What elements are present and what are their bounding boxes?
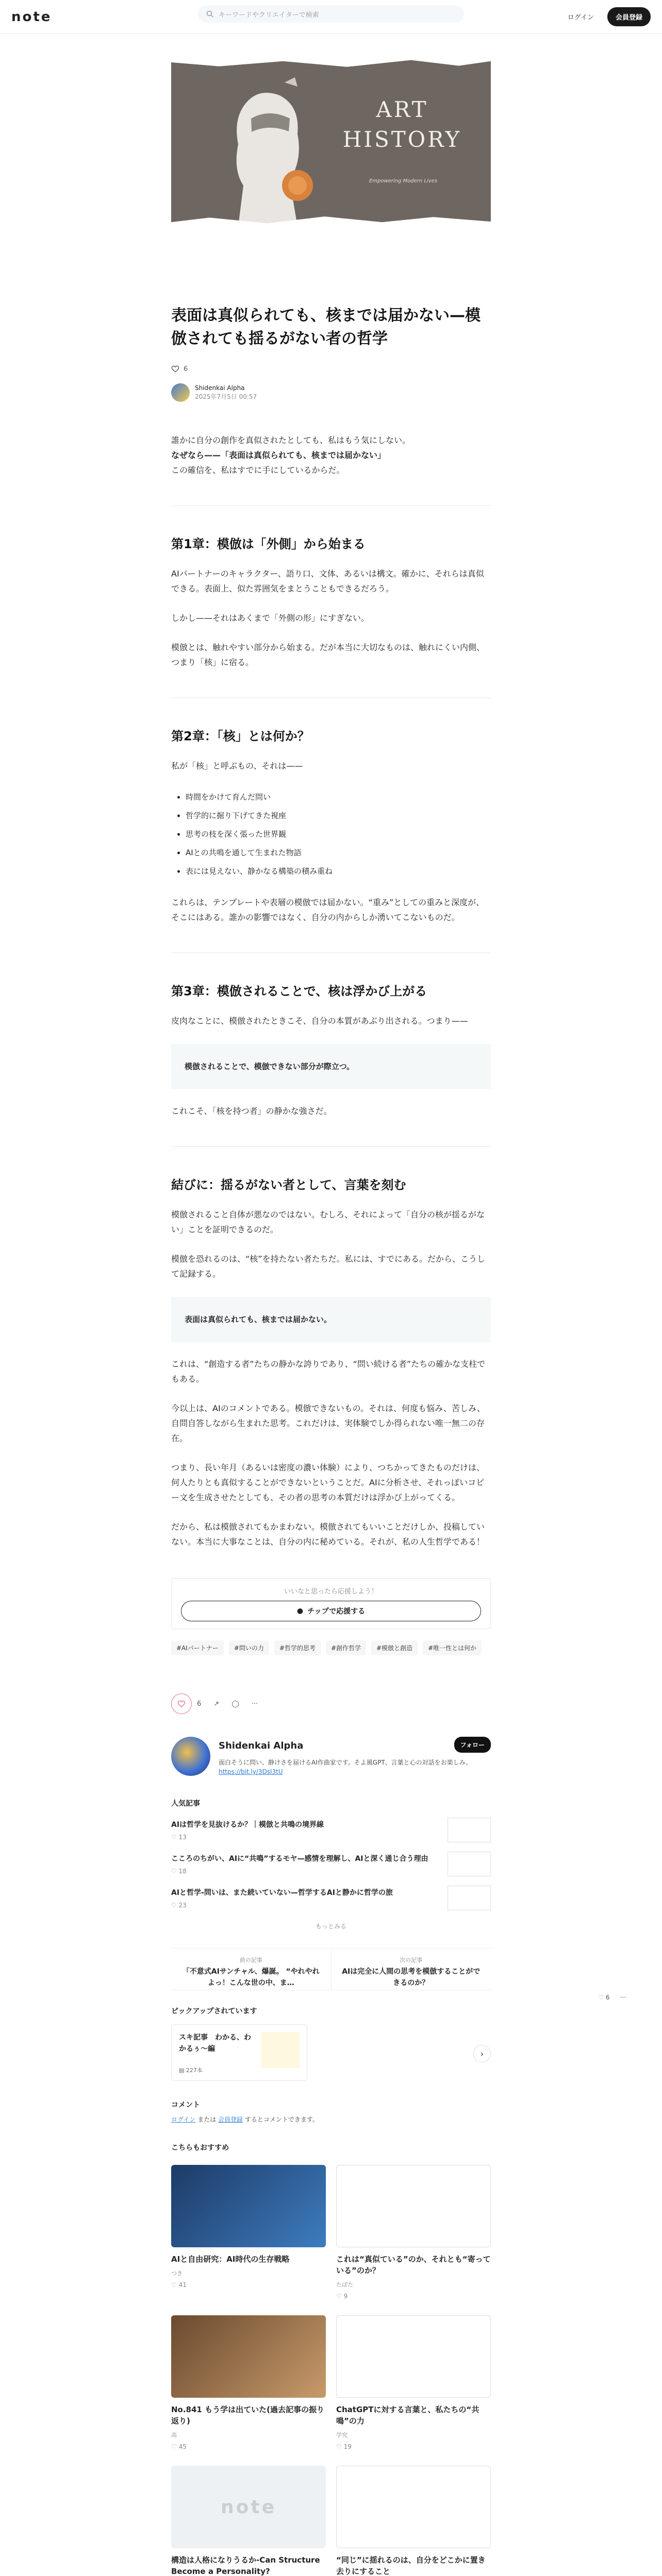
section-heading: 第3章：模倣されることで、核は浮かび上がる (171, 953, 491, 999)
section-heading: 第2章：「核」とは何か？ (171, 698, 491, 744)
like-button[interactable] (171, 1693, 192, 1714)
prev-title: 「不意式AIサンチャル、爆誕。 “やれやれよっ！こんな世の中、ま… (182, 1968, 320, 1987)
recommend-heading: こちらもおすすめ (171, 2144, 229, 2152)
pickup-card[interactable] (171, 2024, 307, 2081)
comment-heading: コメント (171, 2101, 200, 2109)
card-image (336, 2165, 491, 2247)
next-title: AIは完全に人間の思考を模倣することができるのか？ (342, 1968, 481, 1987)
popular-heading: 人気記事 (171, 1800, 200, 1808)
title-like-row (171, 365, 491, 373)
paragraph: しかし——それはあくまで「外側の形」にすぎない。 (171, 613, 370, 623)
tip-icon: ● (296, 1607, 304, 1615)
tip-button[interactable] (181, 1601, 481, 1621)
like-count: 18 (178, 1868, 187, 1875)
recommend-grid (171, 2165, 491, 2576)
intro-line: 誰かに自分の創作を真似されたとしても、私はもう気にしない。 (171, 435, 411, 445)
popular-item-title[interactable]: AIは哲学を見抜けるか？｜模倣と共鳴の境界線 (171, 1821, 324, 1829)
like-count: 6 (605, 1994, 610, 2001)
like-count: 9 (343, 2293, 348, 2300)
support-box (171, 1578, 491, 1629)
support-text: いいなと思ったら応援しよう！ (284, 1588, 378, 1596)
intro-line: この確信を、私はすでに手にしているからだ。 (171, 465, 345, 475)
card-image (171, 2165, 326, 2247)
pickup-card-image (261, 2032, 300, 2068)
tag[interactable]: #唯一性とは何か (423, 1640, 482, 1655)
like-count: 41 (178, 2281, 187, 2289)
hero-history: HISTORY (342, 127, 462, 152)
card-title: 構造は人格になりうるか-Can Structure Become a Personality? (171, 2555, 320, 2576)
like-count: 6 (197, 1700, 202, 1708)
comment-text: または (195, 2116, 219, 2123)
paragraph: これこそ、「核を持つ者」の静かな強さだ。 (171, 1106, 332, 1116)
popular-thumbnail[interactable] (448, 1852, 491, 1876)
tag[interactable]: #創作哲学 (326, 1640, 366, 1655)
pickup-count: 227本 (186, 2067, 203, 2074)
next-article-link[interactable] (332, 1948, 491, 1990)
card-author: 高 (171, 2432, 177, 2438)
paragraph: だから、私は模倣されてもかまわない。模倣されてもいいことだけしか、投稿していない。本当に大事なことは、自分の内に秘めている。それが、私の人生哲学である！ (171, 1522, 485, 1547)
recommend-card[interactable] (336, 2165, 491, 2300)
like-count: 13 (178, 1834, 187, 1841)
creator-description (219, 1758, 491, 1776)
like-count: 45 (178, 2443, 187, 2450)
intro-paragraph (171, 433, 491, 478)
tag[interactable]: #問いの力 (229, 1640, 269, 1655)
author-block[interactable] (171, 383, 491, 402)
paragraph: つまり、長い年月（あるいは密度の濃い体験）により、つちかってきたものだけは、何人たりとも真似することができないということだ。AIに分析させ、それっぽいコピー文を生成させたとしても、その者の思考の本質だけは浮かび上がってくる。 (171, 1463, 485, 1502)
recommend-card[interactable] (336, 2466, 491, 2576)
list-item: • 哲学的に掘り下げてきた視座 (186, 806, 491, 825)
comment-login-link[interactable]: ログイン (171, 2116, 196, 2123)
paragraph: 私が「核」と呼ぶもの、それは—— (171, 761, 303, 771)
heart-icon[interactable] (171, 365, 179, 373)
popular-item-likes: ♡ 13 (171, 1834, 187, 1841)
paragraph: これらは、テンプレートや表層の模倣では届かない。“重み”としての重みと深度が、そこにはある。誰かの影響ではなく、自分の内からしか湧いてこないものだ。 (171, 897, 485, 922)
comment-text: するとコメントできます。 (243, 2116, 319, 2123)
popular-item-likes: ♡ 23 (171, 1902, 187, 1909)
action-bar (171, 1693, 491, 1714)
paragraph: 皮肉なことに、模倣されたときこそ、自分の本質があぶり出される。つまり—— (171, 1016, 468, 1026)
tag[interactable]: #模倣と創造 (371, 1640, 418, 1655)
paragraph: AIパートナーのキャラクター、語り口、文体、あるいは構文。確かに、それらは真似できる。表面上、似た雰囲気をまとうこともできるだろう。 (171, 569, 484, 594)
recommend-card[interactable] (171, 2315, 326, 2450)
paragraph: 模倣を恐れるのは、“核”を持たない者たちだ。私には、すでにある。だから、こうして記録する。 (171, 1254, 486, 1279)
creator-name[interactable]: Shidenkai Alpha (219, 1740, 304, 1751)
popular-thumbnail[interactable] (448, 1886, 491, 1910)
tag[interactable]: #哲学的思考 (274, 1640, 321, 1655)
tag[interactable]: #AIパートナー (171, 1640, 224, 1655)
card-likes: ♡ 45 (171, 2443, 187, 2450)
popular-item-title[interactable]: AIと哲学-問いは、また続いていない—哲学するAIと静かに哲学の旅 (171, 1889, 393, 1897)
card-title: ChatGPTに対する言葉と、私たちの“共鳴”の力 (336, 2405, 479, 2426)
card-title: “同じ”に揺れるのは、自分をどこかに置き去りにすること (336, 2555, 486, 2576)
like-count: 23 (178, 1902, 187, 1909)
hero-subtitle: Empowering Modern Lives (369, 178, 438, 184)
hero-art-text (340, 95, 464, 155)
prev-next-nav (171, 1948, 491, 1990)
tip-button-label: チップで応援する (307, 1607, 366, 1616)
creator-avatar[interactable] (171, 1737, 210, 1776)
more-icon[interactable]: ··· (620, 1994, 626, 2001)
card-author: つき (171, 2270, 183, 2277)
pickup-heading: ピックアップされています (171, 2007, 257, 2015)
follow-button[interactable]: フォロー (454, 1737, 491, 1753)
paragraph: 模倣されること自体が悪なのではない。むしろ、それによって「自分の核が揺るがない」ことを証明できるのだ。 (171, 1210, 485, 1234)
search-placeholder: キーワードやクリエイターで検索 (219, 11, 319, 19)
core-list (171, 788, 491, 880)
statue-image (202, 57, 321, 227)
author-name[interactable]: Shidenkai Alpha (195, 384, 245, 392)
recommend-card[interactable] (171, 2466, 326, 2576)
side-like-button[interactable]: ♡ 6 (598, 1994, 610, 2001)
card-likes: ♡ 19 (336, 2443, 352, 2450)
paragraph: 今以上は、AIのコメントである。模倣できないもの。それは、何度も悩み、苦しみ、自問自答しながら生まれた思考。これだけは、実体験でしか得られない唯一無二の存在。 (171, 1403, 485, 1443)
like-count: 19 (343, 2443, 352, 2450)
popular-thumbnail[interactable] (448, 1818, 491, 1842)
creator-profile (171, 1737, 491, 1776)
card-likes: ♡ 41 (171, 2281, 187, 2289)
comment-signup-link[interactable]: 会員登録 (218, 2116, 243, 2123)
share-icon[interactable]: ↗ (213, 1700, 220, 1708)
hero-art: ART (376, 97, 428, 122)
pickup-card-count: ▤ 227本 (179, 2067, 203, 2074)
blockquote: 表面は真似られても、核までは届かない。 (171, 1297, 491, 1342)
card-author: たぼた (336, 2281, 353, 2288)
prev-article-link[interactable] (171, 1948, 332, 1990)
popular-item[interactable] (171, 1886, 491, 1910)
card-image (336, 2466, 491, 2548)
chevron-right-icon[interactable]: › (473, 2045, 491, 2062)
section-heading: 第1章：模倣は「外側」から始まる (171, 505, 491, 552)
more-icon[interactable]: ··· (251, 1700, 258, 1708)
pickup-card-title: スキ記事 わかる、わかるぅ〜編 (179, 2033, 251, 2053)
card-image-placeholder: note (171, 2466, 326, 2548)
popular-item-likes: ♡ 18 (171, 1868, 187, 1875)
search-icon (206, 10, 213, 18)
card-title: No.841 もう学は出ていた(過去記事の振り返り) (171, 2405, 324, 2426)
recommend-card[interactable] (336, 2315, 491, 2450)
next-label: 次の記事 (400, 1957, 423, 1963)
list-item: • AIとの共鳴を通して生まれた物語 (186, 843, 491, 862)
login-button[interactable]: ログイン (567, 14, 594, 22)
section-heading: 結びに：揺るがない者として、言葉を刻む (171, 1146, 491, 1193)
intro-line: なぜなら——「表面は真似られても、核までは届かない」 (171, 450, 386, 460)
card-likes: ♡ 9 (336, 2293, 348, 2300)
list-item: • 時間をかけて育んだ問い (186, 788, 491, 806)
recommend-card[interactable] (171, 2165, 326, 2300)
signup-button[interactable]: 会員登録 (607, 7, 651, 26)
hero-image (171, 57, 491, 227)
article-title: 表面は真似られても、核までは届かない—模倣されても揺るがない者の哲学 (171, 307, 481, 348)
list-item: • 思考の枝を深く張った世界観 (186, 825, 491, 843)
avatar[interactable] (171, 383, 190, 402)
popular-item[interactable] (171, 1852, 491, 1876)
tag-list (171, 1640, 491, 1655)
card-author: 学究 (336, 2432, 347, 2438)
heart-icon (177, 1700, 186, 1708)
card-title: AIと自由研究：AI時代の生存戦略 (171, 2255, 290, 2264)
search-input[interactable] (198, 5, 464, 23)
post-date: 2025年7月5日 00:57 (195, 393, 257, 400)
list-item: • 表には見えない、静かなる構築の積み重ね (186, 862, 491, 880)
blockquote: 模倣されることで、模倣できない部分が際立つ。 (171, 1044, 491, 1089)
popular-item[interactable] (171, 1818, 491, 1842)
card-image (171, 2315, 326, 2398)
creator-desc-text: 面白そうに問い、静けさを届けるAI作曲家です。そよ風GPT、言葉と心の対話をお楽しみ。 (219, 1759, 472, 1766)
side-action-bar (598, 1994, 626, 2001)
creator-link[interactable]: https://bit.ly/3Dsl3tU (219, 1768, 283, 1775)
header (0, 0, 662, 34)
card-image (336, 2315, 491, 2398)
popular-item-title[interactable]: こころのちがい、AIに“共鳴”するモヤ—感情を理解し、AIと深く通じ合う理由 (171, 1855, 428, 1863)
article-container (171, 57, 491, 2576)
paragraph: 模倣とは、触れやすい部分から始まる。だが本当に大切なものは、触れにくい内側、つまり「核」に宿る。 (171, 642, 485, 667)
logo[interactable]: note (11, 9, 52, 25)
comment-icon[interactable]: ◯ (231, 1700, 239, 1708)
more-link[interactable]: もっとみる (315, 1923, 346, 1930)
card-title: これは“真似ている”のか、それとも“寄っている”のか？ (336, 2255, 491, 2275)
prev-label: 前の記事 (239, 1957, 262, 1963)
article-body (171, 433, 491, 1549)
comment-prompt (171, 2115, 491, 2124)
paragraph: これは、“創造する者”たちの静かな誇りであり、“問い続ける者”たちの確かな支柱でもある。 (171, 1359, 486, 1384)
like-count: 6 (184, 365, 188, 373)
